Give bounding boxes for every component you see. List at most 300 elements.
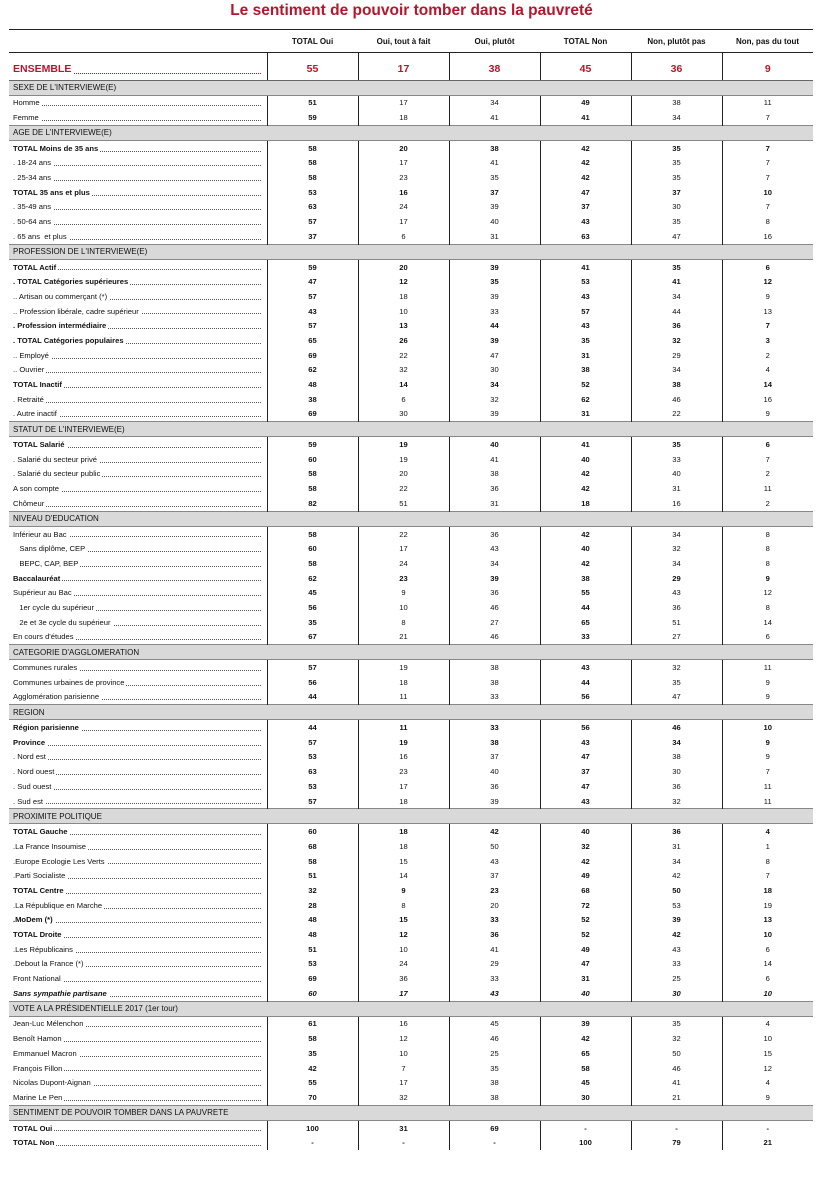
row-label (9, 467, 267, 482)
cell-oui-tout-a-fait: 17 (358, 1075, 449, 1090)
cell-oui-plutot: 36 (449, 585, 540, 600)
row-label-text: BEPC, CAP, BEP (13, 558, 79, 568)
cell-total-non: 35 (540, 333, 631, 348)
cell-total-non: 41 (540, 110, 631, 125)
cell-oui-tout-a-fait: 8 (358, 615, 449, 630)
row-label (9, 1031, 267, 1046)
table-row (9, 675, 813, 690)
cell-total-non: 37 (540, 764, 631, 779)
cell-total-oui: 57 (267, 735, 358, 750)
cell-total-oui: 60 (267, 824, 358, 839)
table-body (9, 53, 813, 1151)
row-label-text: .MoDem (*) (13, 915, 53, 925)
row-label (9, 140, 267, 155)
section-header: PROFESSION DE L'INTERVIEWE(E) (9, 244, 813, 259)
row-label (9, 1046, 267, 1061)
cell-non-pas-du-tout: 7 (722, 156, 813, 171)
cell-non-plutot-pas: 44 (631, 304, 722, 319)
cell-oui-tout-a-fait: 17 (358, 986, 449, 1001)
cell-total-oui: 58 (267, 481, 358, 496)
cell-total-oui: 69 (267, 971, 358, 986)
table-row (9, 615, 813, 630)
cell-non-pas-du-tout: 21 (722, 1135, 813, 1150)
cell-oui-plutot: 43 (449, 986, 540, 1001)
cell-oui-plutot: 40 (449, 764, 540, 779)
cell-non-plutot-pas: 50 (631, 1046, 722, 1061)
row-label-text: . 50-64 ans (13, 217, 51, 227)
cell-total-oui: 58 (267, 526, 358, 541)
cell-total-oui: 42 (267, 1061, 358, 1076)
cell-total-non: 58 (540, 1061, 631, 1076)
cell-total-non: 53 (540, 274, 631, 289)
row-label-text: Communes rurales (13, 663, 78, 673)
row-label-text: TOTAL Salarié (13, 440, 65, 450)
cell-total-oui: 57 (267, 318, 358, 333)
cell-non-plutot-pas: 36 (631, 779, 722, 794)
ensemble-label-text: ENSEMBLE (13, 62, 72, 75)
cell-total-non: 40 (540, 986, 631, 1001)
cell-total-non: 44 (540, 600, 631, 615)
ensemble-non-plutot-pas: 36 (631, 58, 722, 81)
cell-non-plutot-pas: 37 (631, 185, 722, 200)
table-row (9, 750, 813, 765)
cell-non-plutot-pas: 46 (631, 720, 722, 735)
cell-total-oui: 57 (267, 794, 358, 809)
row-label (9, 348, 267, 363)
cell-total-non: 42 (540, 140, 631, 155)
row-label-text: .. Artisan ou commerçant (*) (13, 291, 108, 301)
cell-oui-tout-a-fait: 6 (358, 392, 449, 407)
cell-non-pas-du-tout: 8 (722, 526, 813, 541)
cell-non-plutot-pas: 32 (631, 660, 722, 675)
cell-total-oui: - (267, 1135, 358, 1150)
cell-non-plutot-pas: 79 (631, 1135, 722, 1150)
row-label (9, 585, 267, 600)
row-label-text: Sans diplôme, CEP (13, 544, 86, 554)
cell-total-oui: 44 (267, 720, 358, 735)
row-label (9, 333, 267, 348)
row-label-text: .Parti Socialiste (13, 871, 66, 881)
row-label-text: TOTAL 35 ans et plus (13, 187, 90, 197)
cell-total-oui: 56 (267, 600, 358, 615)
cell-total-non: 62 (540, 392, 631, 407)
table-row (9, 839, 813, 854)
row-label (9, 170, 267, 185)
row-label (9, 556, 267, 571)
cell-total-non: 41 (540, 437, 631, 452)
cell-total-non: - (540, 1120, 631, 1135)
cell-oui-tout-a-fait: 17 (358, 214, 449, 229)
cell-non-pas-du-tout: 9 (722, 289, 813, 304)
cell-oui-plutot: 36 (449, 481, 540, 496)
cell-oui-tout-a-fait: 32 (358, 363, 449, 378)
cell-total-non: 42 (540, 481, 631, 496)
section-header-row (9, 125, 813, 140)
cell-oui-plutot: 41 (449, 156, 540, 171)
cell-non-pas-du-tout: 10 (722, 185, 813, 200)
cell-oui-plutot: 69 (449, 1120, 540, 1135)
column-header-blank (9, 30, 267, 53)
row-label-text: 2e et 3e cycle du supérieur (13, 617, 111, 627)
cell-oui-plutot: 35 (449, 170, 540, 185)
cell-total-non: 52 (540, 927, 631, 942)
cell-total-oui: 56 (267, 675, 358, 690)
column-header-non-pas-du-tout: Non, pas du tout (722, 30, 813, 53)
row-label-text: . Nord ouest (13, 767, 55, 777)
cell-oui-tout-a-fait: 36 (358, 971, 449, 986)
cell-oui-tout-a-fait: 13 (358, 318, 449, 333)
cell-total-oui: 69 (267, 407, 358, 422)
cell-oui-tout-a-fait: 20 (358, 467, 449, 482)
cell-non-plutot-pas: 42 (631, 868, 722, 883)
row-label (9, 363, 267, 378)
cell-oui-plutot: 42 (449, 824, 540, 839)
table-row (9, 868, 813, 883)
cell-total-oui: 63 (267, 764, 358, 779)
row-label-text: . Sud ouest (13, 781, 52, 791)
cell-total-oui: 35 (267, 1046, 358, 1061)
cell-total-non: 56 (540, 720, 631, 735)
cell-non-pas-du-tout: 3 (722, 333, 813, 348)
cell-total-non: 43 (540, 735, 631, 750)
table-row (9, 452, 813, 467)
row-label-text: Emmanuel Macron (13, 1048, 77, 1058)
cell-total-oui: 60 (267, 452, 358, 467)
cell-non-pas-du-tout: 12 (722, 274, 813, 289)
cell-non-plutot-pas: 35 (631, 156, 722, 171)
cell-non-plutot-pas: 50 (631, 883, 722, 898)
table-row (9, 1135, 813, 1150)
cell-non-plutot-pas: 34 (631, 735, 722, 750)
cell-non-pas-du-tout: 6 (722, 942, 813, 957)
cell-oui-plutot: 46 (449, 600, 540, 615)
cell-non-plutot-pas: 22 (631, 407, 722, 422)
row-label (9, 185, 267, 200)
cell-total-non: 100 (540, 1135, 631, 1150)
cell-total-non: 31 (540, 971, 631, 986)
row-label-text: Supérieur au Bac (13, 588, 72, 598)
row-label (9, 942, 267, 957)
row-label-text: Agglomération parisienne (13, 692, 100, 702)
cell-oui-plutot: 31 (449, 496, 540, 511)
cell-total-oui: 58 (267, 467, 358, 482)
cell-oui-tout-a-fait: - (358, 1135, 449, 1150)
cell-oui-plutot: 34 (449, 377, 540, 392)
cell-oui-tout-a-fait: 12 (358, 274, 449, 289)
row-label (9, 1075, 267, 1090)
cell-oui-tout-a-fait: 23 (358, 571, 449, 586)
cell-non-plutot-pas: 35 (631, 675, 722, 690)
table-row (9, 600, 813, 615)
cell-non-pas-du-tout: 8 (722, 556, 813, 571)
cell-total-oui: 58 (267, 140, 358, 155)
cell-total-non: 49 (540, 868, 631, 883)
cell-non-pas-du-tout: 2 (722, 496, 813, 511)
cell-non-pas-du-tout: 16 (722, 229, 813, 244)
page-title: Le sentiment de pouvoir tomber dans la pauvreté (230, 2, 593, 19)
cell-oui-plutot: 39 (449, 259, 540, 274)
ensemble-non-pas-du-tout: 9 (722, 58, 813, 81)
table-row (9, 779, 813, 794)
section-header: VOTE A LA PRÉSIDENTIELLE 2017 (1er tour) (9, 1001, 813, 1016)
cell-oui-tout-a-fait: 10 (358, 304, 449, 319)
cell-non-pas-du-tout: 14 (722, 377, 813, 392)
section-header: NIVEAU D'EDUCATION (9, 511, 813, 526)
cell-oui-plutot: 45 (449, 1016, 540, 1031)
cell-non-pas-du-tout: 4 (722, 1075, 813, 1090)
column-header-non-plutot-pas: Non, plutôt pas (631, 30, 722, 53)
cell-non-plutot-pas: 38 (631, 377, 722, 392)
cell-non-pas-du-tout: 7 (722, 868, 813, 883)
cell-non-plutot-pas: 33 (631, 957, 722, 972)
section-header-row (9, 645, 813, 660)
cell-oui-plutot: 30 (449, 363, 540, 378)
table-row (9, 185, 813, 200)
cell-non-pas-du-tout: 6 (722, 971, 813, 986)
cell-oui-plutot: 39 (449, 333, 540, 348)
cell-oui-plutot: 38 (449, 735, 540, 750)
table-row (9, 140, 813, 155)
cell-total-non: 43 (540, 214, 631, 229)
row-label-text: TOTAL Droite (13, 930, 62, 940)
cell-non-plutot-pas: 35 (631, 170, 722, 185)
cell-total-oui: 58 (267, 556, 358, 571)
table-row (9, 1090, 813, 1105)
cell-oui-plutot: 32 (449, 392, 540, 407)
row-label-text: .Debout la France (*) (13, 959, 84, 969)
cell-oui-plutot: 36 (449, 927, 540, 942)
row-label (9, 735, 267, 750)
cell-total-non: 38 (540, 363, 631, 378)
cell-non-plutot-pas: 47 (631, 690, 722, 705)
cell-total-non: 47 (540, 779, 631, 794)
cell-non-plutot-pas: 31 (631, 839, 722, 854)
row-label-text: . 18-24 ans (13, 158, 51, 168)
cell-non-pas-du-tout: 9 (722, 735, 813, 750)
cell-oui-plutot: 34 (449, 556, 540, 571)
cell-oui-tout-a-fait: 19 (358, 735, 449, 750)
cell-total-non: 47 (540, 957, 631, 972)
cell-non-pas-du-tout: 2 (722, 348, 813, 363)
table-row (9, 214, 813, 229)
section-header-row (9, 244, 813, 259)
ensemble-total-oui: 55 (267, 58, 358, 81)
row-label (9, 794, 267, 809)
cell-total-oui: 61 (267, 1016, 358, 1031)
cell-non-plutot-pas: 46 (631, 1061, 722, 1076)
cell-total-oui: 69 (267, 348, 358, 363)
cell-non-pas-du-tout: 9 (722, 675, 813, 690)
row-label-text: Marine Le Pen (13, 1092, 63, 1102)
row-label-text: . Autre inactif (13, 409, 57, 419)
cell-total-oui: 51 (267, 868, 358, 883)
cell-non-pas-du-tout: 6 (722, 630, 813, 645)
row-label-text: Benoît Hamon (13, 1034, 62, 1044)
cell-oui-tout-a-fait: 17 (358, 779, 449, 794)
row-label (9, 377, 267, 392)
cell-non-pas-du-tout: 12 (722, 1061, 813, 1076)
cell-oui-tout-a-fait: 10 (358, 1046, 449, 1061)
cell-oui-tout-a-fait: 16 (358, 750, 449, 765)
row-label (9, 407, 267, 422)
cell-oui-plutot: 27 (449, 615, 540, 630)
ensemble-oui-tout-a-fait: 17 (358, 58, 449, 81)
cell-non-pas-du-tout: 11 (722, 794, 813, 809)
cell-total-oui: 44 (267, 690, 358, 705)
cell-oui-tout-a-fait: 23 (358, 764, 449, 779)
cell-total-oui: 70 (267, 1090, 358, 1105)
cell-oui-tout-a-fait: 12 (358, 1031, 449, 1046)
row-label (9, 986, 267, 1001)
row-label-text: Communes urbaines de province (13, 677, 125, 687)
cell-total-oui: 59 (267, 110, 358, 125)
cell-non-pas-du-tout: 9 (722, 750, 813, 765)
table-row (9, 1075, 813, 1090)
row-label (9, 304, 267, 319)
cell-oui-plutot: 33 (449, 720, 540, 735)
cell-total-non: 57 (540, 304, 631, 319)
cell-total-oui: 62 (267, 571, 358, 586)
cell-non-pas-du-tout: 19 (722, 898, 813, 913)
row-label-text: . TOTAL Catégories supérieures (13, 277, 129, 287)
cell-non-plutot-pas: 35 (631, 437, 722, 452)
row-label (9, 615, 267, 630)
ensemble-label (9, 58, 267, 81)
cell-oui-tout-a-fait: 11 (358, 690, 449, 705)
cell-total-non: 40 (540, 824, 631, 839)
table-row (9, 95, 813, 110)
row-label (9, 927, 267, 942)
cell-oui-plutot: 37 (449, 750, 540, 765)
cell-oui-plutot: 31 (449, 229, 540, 244)
cell-non-pas-du-tout: 16 (722, 392, 813, 407)
table-row (9, 333, 813, 348)
cell-oui-plutot: 38 (449, 1090, 540, 1105)
cell-total-oui: 53 (267, 957, 358, 972)
cell-non-plutot-pas: 38 (631, 95, 722, 110)
cell-non-pas-du-tout: 13 (722, 913, 813, 928)
row-label (9, 229, 267, 244)
cell-non-plutot-pas: 36 (631, 318, 722, 333)
row-label-text: Jean-Luc Mélenchon (13, 1019, 84, 1029)
row-label-text: . Nord est (13, 752, 46, 762)
table-row (9, 585, 813, 600)
row-label (9, 971, 267, 986)
cell-non-pas-du-tout: - (722, 1120, 813, 1135)
table-row (9, 927, 813, 942)
cell-total-non: 31 (540, 348, 631, 363)
cell-total-oui: 57 (267, 289, 358, 304)
cell-non-pas-du-tout: 8 (722, 214, 813, 229)
row-label (9, 526, 267, 541)
cell-non-pas-du-tout: 7 (722, 764, 813, 779)
cell-oui-tout-a-fait: 10 (358, 942, 449, 957)
table-row (9, 764, 813, 779)
row-label-text: .La République en Marche (13, 900, 103, 910)
cell-non-plutot-pas: 21 (631, 1090, 722, 1105)
cell-oui-tout-a-fait: 17 (358, 541, 449, 556)
cell-oui-tout-a-fait: 7 (358, 1061, 449, 1076)
row-label (9, 289, 267, 304)
cell-oui-tout-a-fait: 18 (358, 794, 449, 809)
cell-total-non: 42 (540, 1031, 631, 1046)
row-label (9, 824, 267, 839)
cell-non-plutot-pas: 33 (631, 452, 722, 467)
row-label-text: TOTAL Inactif (13, 380, 62, 390)
cell-oui-tout-a-fait: 11 (358, 720, 449, 735)
cell-non-plutot-pas: 40 (631, 467, 722, 482)
cell-oui-tout-a-fait: 14 (358, 868, 449, 883)
cell-total-non: 43 (540, 794, 631, 809)
cell-total-non: 72 (540, 898, 631, 913)
cell-non-plutot-pas: 29 (631, 571, 722, 586)
cell-oui-tout-a-fait: 21 (358, 630, 449, 645)
cell-non-pas-du-tout: 11 (722, 779, 813, 794)
cell-total-non: 42 (540, 526, 631, 541)
row-label (9, 1016, 267, 1031)
column-header-oui-plutot: Oui, plutôt (449, 30, 540, 53)
cell-non-plutot-pas: 46 (631, 392, 722, 407)
cell-oui-tout-a-fait: 24 (358, 556, 449, 571)
cell-non-plutot-pas: 38 (631, 750, 722, 765)
cell-total-non: 56 (540, 690, 631, 705)
row-label-text: .Europe Ecologie Les Verts (13, 856, 105, 866)
row-label-text: Homme (13, 98, 40, 108)
table-row (9, 526, 813, 541)
row-label-text: . Sud est (13, 796, 43, 806)
section-header: REGION (9, 705, 813, 720)
row-label-text: .Les Républicains (13, 944, 73, 954)
cell-total-non: 39 (540, 1016, 631, 1031)
cell-non-pas-du-tout: 9 (722, 571, 813, 586)
table-row (9, 274, 813, 289)
cell-non-plutot-pas: 43 (631, 942, 722, 957)
cell-oui-tout-a-fait: 24 (358, 957, 449, 972)
cell-non-pas-du-tout: 8 (722, 854, 813, 869)
cell-oui-plutot: 39 (449, 289, 540, 304)
cell-non-pas-du-tout: 7 (722, 200, 813, 215)
cell-non-pas-du-tout: 15 (722, 1046, 813, 1061)
cell-oui-plutot: 38 (449, 675, 540, 690)
cell-oui-tout-a-fait: 19 (358, 437, 449, 452)
cell-oui-tout-a-fait: 24 (358, 200, 449, 215)
cell-non-plutot-pas: 30 (631, 764, 722, 779)
cell-total-oui: 35 (267, 615, 358, 630)
row-label (9, 957, 267, 972)
table-row (9, 348, 813, 363)
cell-oui-tout-a-fait: 8 (358, 898, 449, 913)
cell-total-oui: 62 (267, 363, 358, 378)
column-header-oui-tout-a-fait: Oui, tout à fait (358, 30, 449, 53)
cell-non-plutot-pas: 41 (631, 1075, 722, 1090)
row-label (9, 913, 267, 928)
row-label (9, 868, 267, 883)
cell-non-plutot-pas: 39 (631, 913, 722, 928)
cell-non-pas-du-tout: 9 (722, 1090, 813, 1105)
column-header-row (9, 30, 813, 53)
cell-total-non: 31 (540, 407, 631, 422)
table-row (9, 229, 813, 244)
cell-total-non: 42 (540, 467, 631, 482)
cell-total-non: 32 (540, 839, 631, 854)
row-label (9, 720, 267, 735)
cell-non-pas-du-tout: 4 (722, 363, 813, 378)
cell-non-pas-du-tout: 8 (722, 541, 813, 556)
cell-non-pas-du-tout: 8 (722, 600, 813, 615)
table-row (9, 259, 813, 274)
cell-non-plutot-pas: 34 (631, 854, 722, 869)
cell-total-oui: 43 (267, 304, 358, 319)
